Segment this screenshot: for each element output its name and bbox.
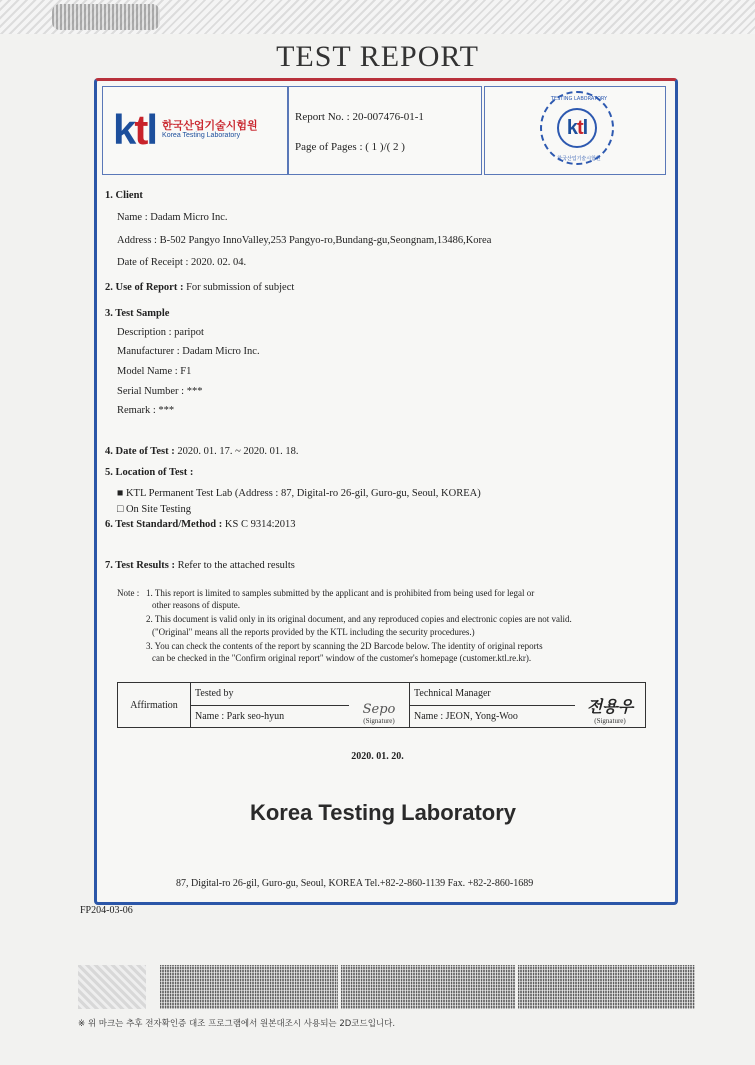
logo-korean-name: 한국산업기술시험원 <box>162 118 258 132</box>
tester-signature-label: (Signature) <box>363 717 395 725</box>
sample-manufacturer: Manufacturer : Dadam Micro Inc. <box>117 346 260 357</box>
standard-value: KS C 9314:2013 <box>224 519 296 530</box>
client-name: Name : Dadam Micro Inc. <box>117 212 228 223</box>
date-of-test-value: 2020. 01. 17. ~ 2020. 01. 18. <box>177 446 299 457</box>
page-of-pages: Page of Pages : ( 1 )/( 2 ) <box>295 141 405 153</box>
tested-by-label: Tested by <box>191 683 350 706</box>
affirmation-table <box>117 682 646 728</box>
organization-name: Korea Testing Laboratory <box>249 800 517 825</box>
ktl-logo <box>113 106 258 153</box>
stamp-bottom-text: 한국산업기술시험원 <box>557 156 601 162</box>
sample-heading: 3. Test Sample <box>105 308 170 319</box>
logo-english-name: Korea Testing Laboratory <box>162 132 241 140</box>
2d-barcode-2 <box>341 965 515 1009</box>
organization-address: 87, Digital-ro 26-gil, Guro-gu, Seoul, KOREA Tel.+82-2-860-1139 Fax. +82-2-860-1689 <box>176 878 534 889</box>
date-of-receipt: Date of Receipt : 2020. 02. 04. <box>117 257 247 268</box>
sample-serial: Serial Number : *** <box>117 386 203 397</box>
note-2a: 2. This document is valid only in its original document, and any reproduced copies and electronic copies are not valid. <box>146 614 572 624</box>
standard-heading: 6. Test Standard/Method : <box>105 519 223 530</box>
barcode-footer-note: ※ 위 마크는 추후 전자확인증 대조 프로그램에서 원본대조시 사용되는 2D코드입니다. <box>78 1019 396 1029</box>
note-2b: ("Original" means all the reports provided by the KTL including the security procedures.) <box>152 627 475 637</box>
sample-description: Description : paripot <box>117 327 204 338</box>
security-pattern <box>78 965 146 1009</box>
official-stamp <box>540 91 614 165</box>
affirmation-label: Affirmation <box>118 683 191 728</box>
issue-date: 2020. 01. 20. <box>351 751 404 762</box>
tester-name: Name : Park seo-hyun <box>191 705 350 728</box>
stamp-logo-icon: k t l <box>557 108 597 148</box>
page-title: TEST REPORT <box>276 40 479 73</box>
note-3b: can be checked in the "Confirm original report" window of the customer's homepage (customer.ktl.re.kr). <box>152 653 532 663</box>
header-report-info-box <box>288 86 482 175</box>
manager-signature: 전용우 <box>586 697 634 716</box>
stamp-top-text: TESTING LABORATORY <box>550 96 608 102</box>
form-code: FP204-03-06 <box>80 905 133 916</box>
location-option-lab: ■ KTL Permanent Test Lab (Address : 87, Digital-ro 26-gil, Guro-gu, Seoul, KOREA) <box>117 488 481 499</box>
header-logo-box <box>102 86 288 175</box>
date-of-test-heading: 4. Date of Test : <box>105 446 175 457</box>
ktl-logo-mark: ktl <box>113 106 157 153</box>
2d-barcode-1 <box>160 965 338 1009</box>
tester-signature: Sepo <box>362 702 396 717</box>
note-3a: 3. You can check the contents of the report by scanning the 2D Barcode below. The identity of original reports <box>146 641 543 651</box>
notes-label: Note : <box>117 588 140 598</box>
sample-model: Model Name : F1 <box>117 366 192 377</box>
location-option-site: □ On Site Testing <box>117 504 191 515</box>
note-1a: 1. This report is limited to samples submitted by the applicant and is prohibited from being used for legal or <box>146 588 535 598</box>
technical-manager-label: Technical Manager <box>410 683 576 706</box>
use-value: For submission of subject <box>186 282 295 293</box>
manager-name: Name : JEON, Yong-Woo <box>410 705 576 728</box>
sample-remark: Remark : *** <box>117 405 175 416</box>
results-value: Refer to the attached results <box>177 560 295 571</box>
header-stamp-box <box>484 86 666 175</box>
note-1b: other reasons of dispute. <box>152 600 240 610</box>
report-number: Report No. : 20-007476-01-1 <box>295 111 424 123</box>
client-address: Address : B-502 Pangyo InnoValley,253 Pangyo-ro,Bundang-gu,Seongnam,13486,Korea <box>117 235 492 246</box>
use-heading: 2. Use of Report : <box>105 282 184 293</box>
client-heading: 1. Client <box>105 190 143 201</box>
location-heading: 5. Location of Test : <box>105 467 194 478</box>
2d-barcode-3 <box>518 965 695 1009</box>
manager-signature-label: (Signature) <box>594 717 626 725</box>
results-heading: 7. Test Results : <box>105 560 176 571</box>
hologram-seal <box>52 4 160 30</box>
